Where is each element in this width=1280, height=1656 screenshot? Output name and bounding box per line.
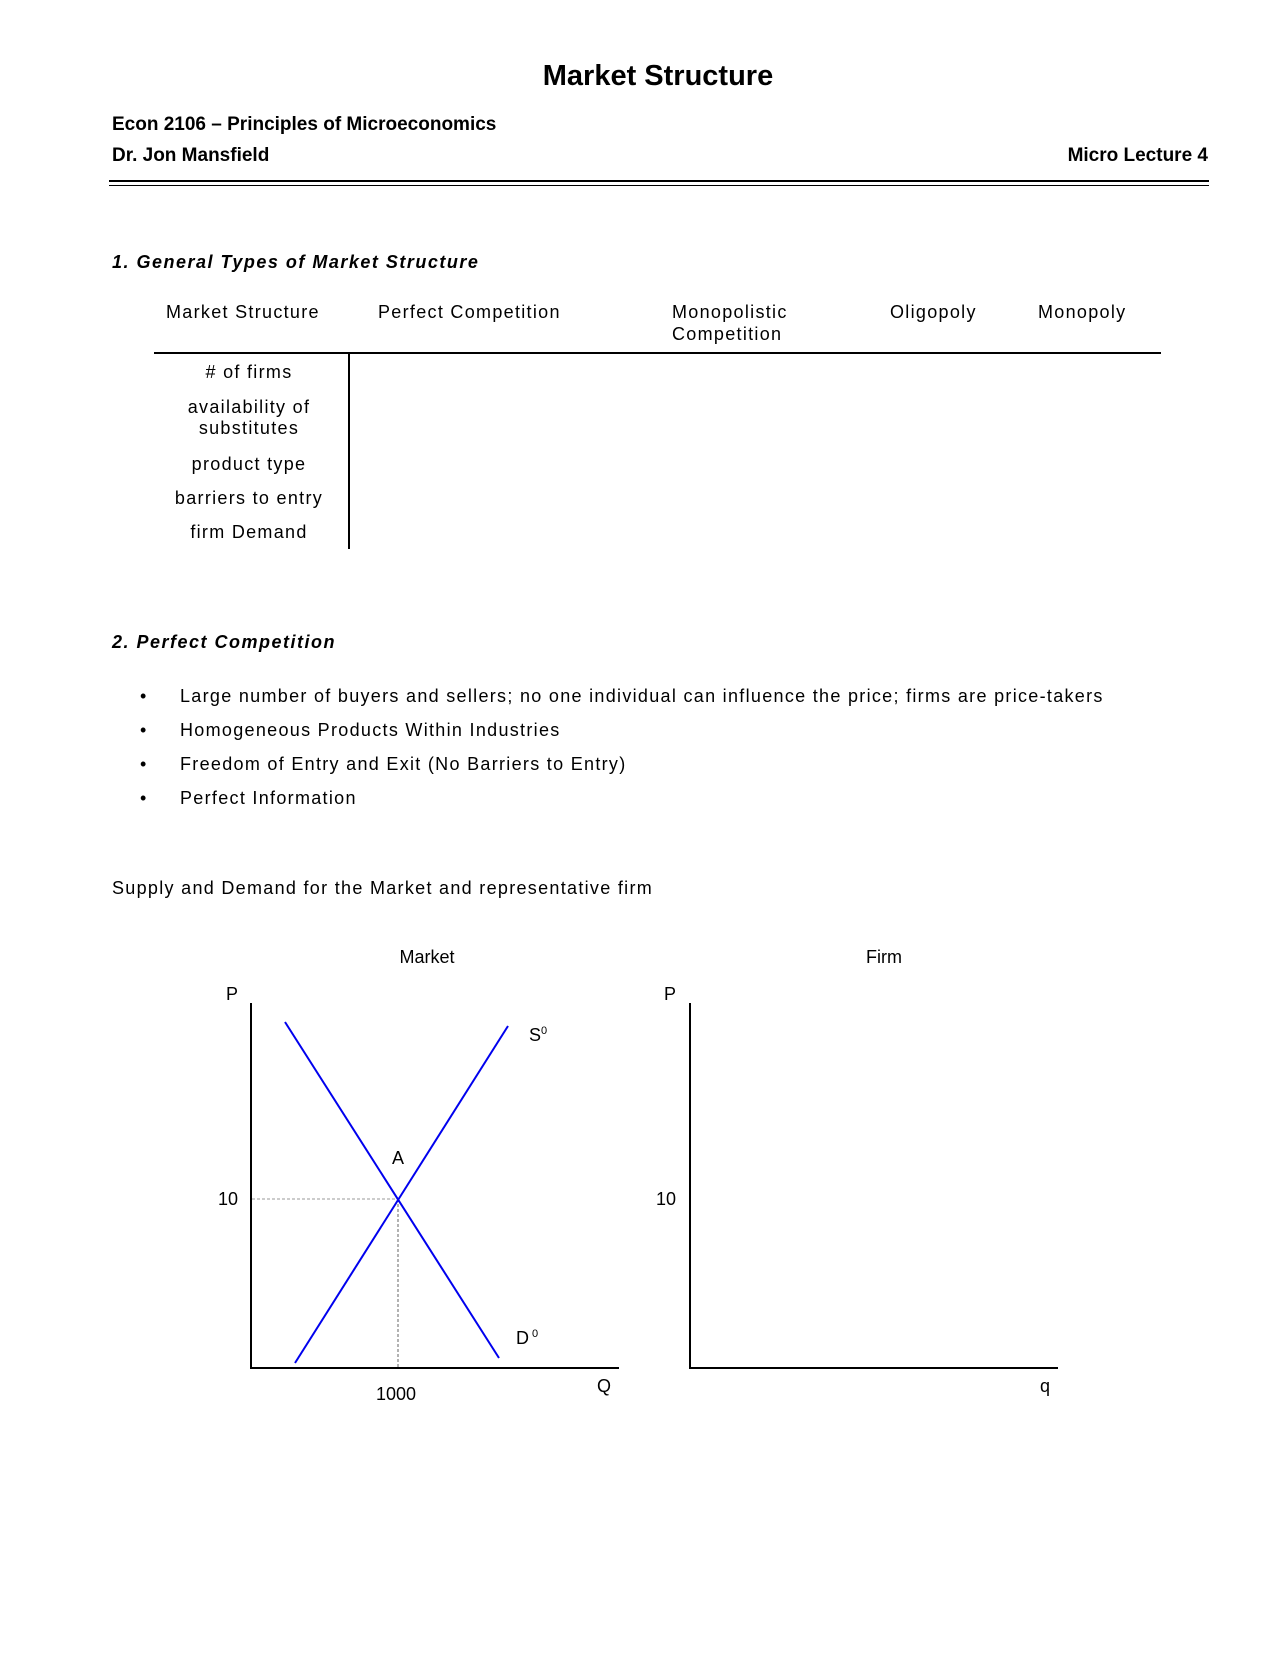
supply-label	[529, 1025, 547, 1045]
list-item: Freedom of Entry and Exit (No Barriers to Entry)	[180, 754, 627, 774]
bullet-icon: •	[140, 788, 148, 808]
market-graph-title: Market	[399, 947, 455, 967]
firm-graph-title: Firm	[866, 947, 902, 967]
market-price-tick: 10	[217, 1189, 239, 1209]
equilibrium-point-label: A	[391, 1148, 405, 1168]
market-quantity-tick: 1000	[375, 1384, 417, 1404]
column-header: Oligopoly	[890, 302, 977, 322]
column-header: Market Structure	[166, 302, 320, 322]
section-1-heading: 1. General Types of Market Structure	[112, 252, 480, 272]
graph-text-part: 0	[541, 1025, 548, 1037]
instructor-name: Dr. Jon Mansfield	[112, 145, 270, 166]
graph-text-part: S	[529, 1025, 542, 1045]
column-header: Competition	[672, 324, 783, 344]
list-item: Perfect Information	[180, 788, 357, 808]
firm-y-axis-label: P	[663, 984, 677, 1004]
firm-x-axis-label: q	[1039, 1376, 1051, 1396]
firm-price-tick: 10	[655, 1189, 677, 1209]
lecture-label: Micro Lecture 4	[1067, 145, 1208, 166]
supply-curve	[295, 1026, 508, 1363]
page-title: Market Structure	[542, 60, 774, 92]
row-label: product type	[191, 454, 307, 474]
row-label: substitutes	[198, 418, 300, 438]
row-label: # of firms	[205, 362, 293, 382]
graph-text-part: D	[516, 1328, 529, 1348]
bullet-icon: •	[140, 686, 148, 706]
market-x-axis-label: Q	[596, 1376, 612, 1396]
graph-caption: Supply and Demand for the Market and representative firm	[112, 878, 654, 898]
firm-graph	[656, 947, 1058, 1396]
row-label: availability of	[187, 397, 311, 417]
column-header: Monopoly	[1038, 302, 1127, 322]
course-name: Econ 2106 – Principles of Microeconomics	[112, 114, 497, 135]
bullet-icon: •	[140, 720, 148, 740]
row-label: firm Demand	[190, 522, 308, 542]
section-2-heading: 2. Perfect Competition	[112, 632, 337, 652]
list-item: Homogeneous Products Within Industries	[180, 720, 561, 740]
row-label: barriers to entry	[174, 488, 324, 508]
graph-text-part: 0	[532, 1328, 539, 1340]
demand-label	[516, 1328, 538, 1348]
market-graph	[218, 947, 619, 1404]
column-header: Monopolistic	[672, 302, 788, 322]
market-y-axis-label: P	[225, 984, 239, 1004]
column-header: Perfect Competition	[378, 302, 561, 322]
bullet-icon: •	[140, 754, 148, 774]
list-item: Large number of buyers and sellers; no one individual can influence the price; firms are price-takers	[180, 686, 1104, 706]
demand-curve	[285, 1022, 499, 1358]
